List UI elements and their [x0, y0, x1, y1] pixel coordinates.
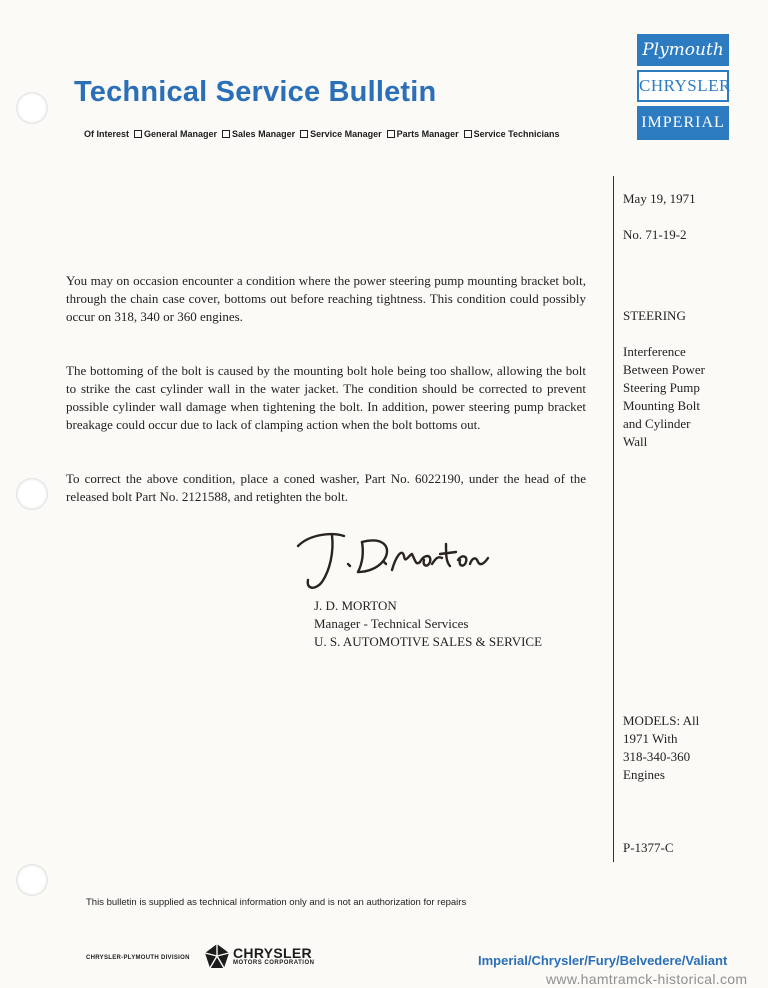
signature-block: [314, 597, 542, 651]
bulletin-models: MODELS: All 1971 With 318-340-360 Engines: [623, 713, 700, 782]
signer-name: J. D. MORTON: [314, 598, 397, 613]
signer-org: U. S. AUTOMOTIVE SALES & SERVICE: [314, 634, 543, 649]
interest-checklist: [84, 129, 560, 139]
signer-title: Manager - Technical Services: [314, 616, 469, 631]
checkbox[interactable]: [134, 130, 142, 138]
body-paragraph-2: The bottoming of the bolt is caused by the mounting bolt hole being too shallow, allowing the bolt to strike the cast cylinder wall in the water jacket. The condition should be corrected to prevent possible cylinder wall damage when tightening the bolt. In addition, power steering pump bracket breakage could occur due to lack of clamping action when the bolt bottoms out.: [66, 363, 586, 432]
brand-lineup: Imperial/Chrysler/Fury/Belvedere/Valiant: [478, 953, 728, 968]
form-number: P-1377-C: [623, 840, 674, 855]
binder-hole-bottom: [16, 864, 48, 896]
recipient-general-manager[interactable]: General Manager: [134, 129, 217, 139]
division-name: CHRYSLER-PLYMOUTH DIVISION: [86, 955, 190, 961]
corp-sub: MOTORS CORPORATION: [233, 960, 315, 966]
body-paragraph-3: To correct the above condition, place a coned washer, Part No. 6022190, under the head of the released bolt Part No. 2121588, and retighten the bolt.: [66, 471, 586, 504]
bulletin-title: Technical Service Bulletin: [74, 76, 437, 108]
body-paragraph-1: You may on occasion encounter a condition where the power steering pump mounting bracket bolt, through the chain case cover, bottoms out before reaching tightness. This condition could possibly occur on 318, 340 or 360 engines.: [66, 273, 586, 324]
binder-hole-top: [16, 92, 48, 124]
watermark: www.hamtramck-historical.com: [546, 971, 748, 987]
handwritten-signature: [292, 526, 492, 594]
bulletin-subject: Interference Between Power Steering Pump Mounting Bolt and Cylinder Wall: [623, 344, 705, 449]
checkbox[interactable]: [300, 130, 308, 138]
checkbox[interactable]: [222, 130, 230, 138]
binder-hole-middle: [16, 478, 48, 510]
chrysler-corporation-logo: [233, 946, 314, 967]
disclaimer: This bulletin is supplied as technical information only and is not an authorization for repairs: [86, 897, 467, 908]
recipient-service-manager[interactable]: Service Manager: [300, 129, 382, 139]
recipient-sales-manager[interactable]: Sales Manager: [222, 129, 295, 139]
imperial-logo: IMPERIAL: [637, 106, 729, 140]
bulletin-category: STEERING: [623, 308, 686, 323]
sidebar-divider: [613, 176, 614, 862]
recipient-service-technicians[interactable]: Service Technicians: [464, 129, 560, 139]
recipient-parts-manager[interactable]: Parts Manager: [387, 129, 459, 139]
checkbox[interactable]: [464, 130, 472, 138]
corp-name: CHRYSLER: [233, 945, 312, 961]
pentastar-icon: [204, 943, 230, 969]
chrysler-logo: CHRYSLER: [637, 70, 729, 102]
bulletin-number: No. 71-19-2: [623, 227, 687, 242]
bulletin-date: May 19, 1971: [623, 191, 696, 206]
plymouth-logo: Plymouth: [637, 34, 729, 66]
checkbox[interactable]: [387, 130, 395, 138]
interest-label: Of Interest: [84, 129, 130, 139]
